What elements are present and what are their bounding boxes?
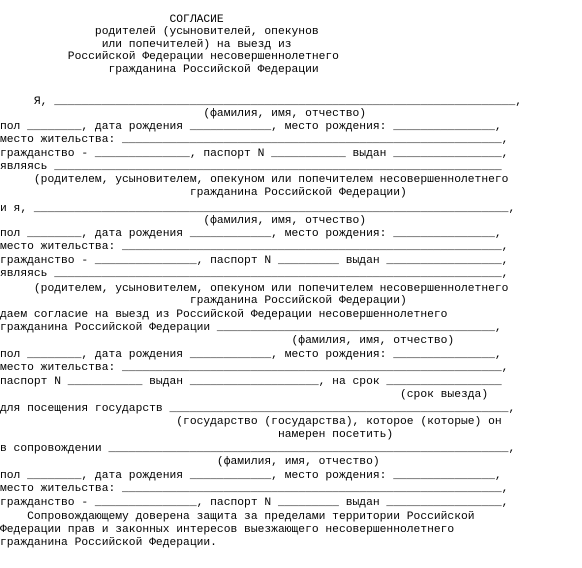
second-parent-role-line: являясь __________________________________________________________________, <box>0 268 509 280</box>
name-caption: (фамилия, имя, отчество) <box>0 456 380 468</box>
title-line-2: родителей (усыновителей, опекунов <box>0 26 319 38</box>
second-parent-residence-line: место жительства: ________________________________________________________, <box>0 241 509 253</box>
document-title: СОГЛАСИЕ <box>0 14 224 26</box>
first-parent-role-line: являясь __________________________________________________________________ <box>0 161 502 173</box>
term-caption: (срок выезда) <box>0 389 489 401</box>
child-birth-line: пол ________, дата рождения ____________, место рождения: _______________, <box>0 349 502 361</box>
title-line-4: Российской Федерации несовершеннолетнего <box>0 51 339 63</box>
escort-residence-line: место жительства: ________________________________________________________, <box>0 483 509 495</box>
closing-paragraph-line-1: Сопровождающему доверена защита за пределами территории Российской <box>0 511 475 523</box>
first-parent-residence-line: место жительства: ________________________________________________________, <box>0 134 509 146</box>
second-parent-name-line: и я, ______________________________________________________________________, <box>0 203 516 215</box>
first-parent-birth-line: пол ________, дата рождения ____________, место рождения: _______________, <box>0 121 502 133</box>
title-line-5: гражданина Российской Федерации <box>0 64 319 76</box>
escort-name-line: в сопровождении ___________________________________________________________, <box>0 443 516 455</box>
first-parent-name-line: Я, ____________________________________________________________________, <box>0 96 523 108</box>
child-residence-line: место жительства: ________________________________________________________, <box>0 362 509 374</box>
name-caption: (фамилия, имя, отчество) <box>0 108 367 120</box>
name-caption: (фамилия, имя, отчество) <box>0 215 367 227</box>
child-passport-term-line: паспорт N ___________ выдан ___________________, на срок _________________ <box>0 376 502 388</box>
role-caption: (родителем, усыновителем, опекуном или попечителем несовершеннолетнего <box>0 174 509 186</box>
countries-caption: (государство (государства), которое (которые) он <box>0 416 502 428</box>
countries-caption-2: намерен посетить) <box>0 429 394 441</box>
name-caption: (фамилия, имя, отчество) <box>0 335 455 347</box>
role-caption-2: гражданина Российской Федерации) <box>0 187 407 199</box>
second-parent-passport-line: гражданство - _______________, паспорт N _________ выдан _________________, <box>0 255 509 267</box>
escort-birth-line: пол ________, дата рождения ____________, место рождения: _______________, <box>0 470 502 482</box>
closing-paragraph-line-3: гражданина Российской Федерации. <box>0 537 217 549</box>
title-line-3: или попечителей) на выезд из <box>0 39 292 51</box>
closing-paragraph-line-2: Федерации прав и законных интересов выезжающего несовершеннолетнего <box>0 524 455 536</box>
escort-passport-line: гражданство - _______________, паспорт N _________ выдан _________________, <box>0 497 509 509</box>
consent-statement-line: даем согласие на выезд из Российской Федерации несовершеннолетнего <box>0 309 448 321</box>
child-name-line: гражданина Российской Федерации _________________________________________, <box>0 322 502 334</box>
role-caption: (родителем, усыновителем, опекуном или попечителем несовершеннолетнего <box>0 283 509 295</box>
countries-line: для посещения государств __________________________________________________, <box>0 403 516 415</box>
role-caption-2: гражданина Российской Федерации) <box>0 295 407 307</box>
first-parent-passport-line: гражданство - ______________, паспорт N ___________ выдан ________________, <box>0 148 509 160</box>
second-parent-birth-line: пол ________, дата рождения ____________, место рождения: _______________, <box>0 228 502 240</box>
